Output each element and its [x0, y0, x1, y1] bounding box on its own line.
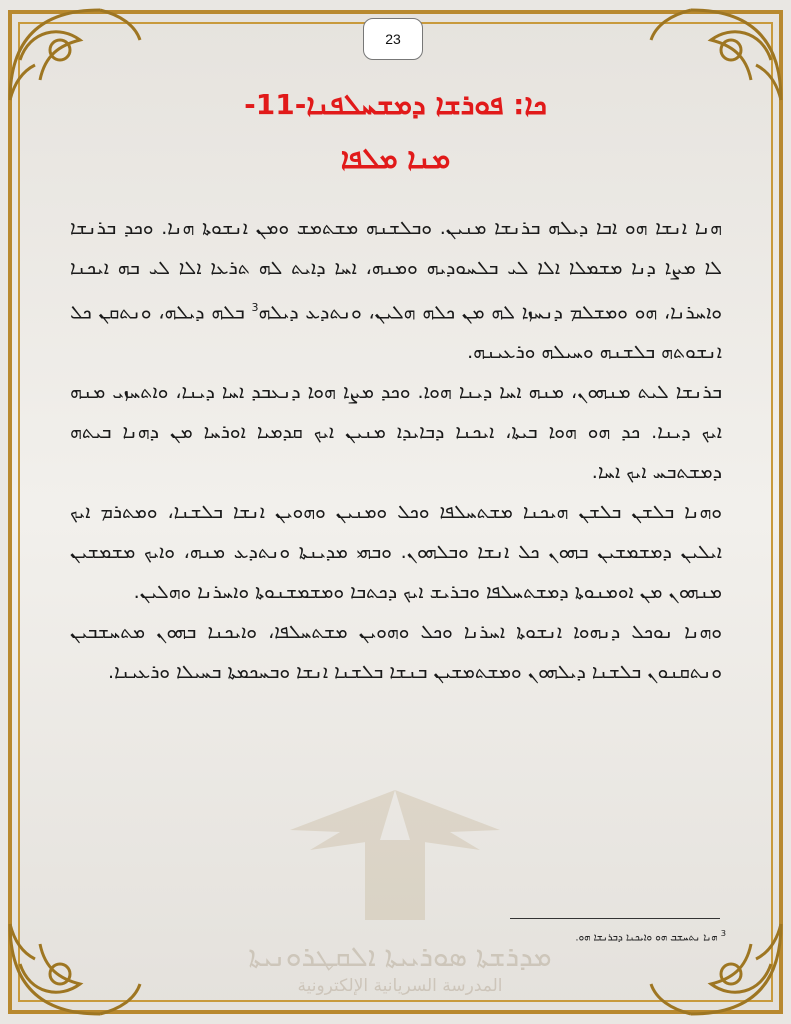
footnote-reference[interactable]: 3 [251, 301, 259, 314]
chapter-title: ܟܐ: ܦܘܪܫܐ ܕܡܫܚܠܦܢܐ-11- [244, 88, 547, 121]
paragraph: ܒܪܢܫܐ ܠܝܬ ܡܢܗܘܢ، ܡܢܗ ܐܚܐ ܕܝܢܐ ܗܘܐ. ܘܟܕ ܡܨܐ ܗܘܐ ܕܢܥܒܕ ܐܚܐ ܕܝܢܐ، ܘܐܬܚܙܝ ܡܢܗ ܐܝܟ ܕܝܢܐ. ܟܕ ܗܘ ܗܘܐ ܒܝܬܐ، ܐܝܟܢܐ ܕܒܐܝܕܐ ܡܢܝܢ ܐܝܟ ܩܕܡܝܐ ܐܘܪܚܐ ܡܢ ܕܗܢܐ ܒܝܬܗ ܕܡܫܬܒܚ ܐܝܟ ܐܚܐ. [70, 381, 722, 484]
footnote-text: ܗܢܐ ܢܬܚܫܒ ܗܘ ܘܐܝܟܢܐ ܕܒܪܢܫܐ ܗܘ. [575, 932, 718, 944]
chapter-subtitle: ܡܢܐ ܡܠܦܐ [340, 142, 451, 175]
ornament-corner-icon [0, 914, 150, 1024]
watermark-emblem-icon [270, 770, 520, 930]
page-number: 23 [363, 18, 423, 60]
footnote-divider [510, 918, 720, 919]
document-body [70, 208, 722, 692]
paragraph: ܘܗܢܐ ܢܘܟܠ ܕܢܗܘܐ ܐܢܫܘܬܐ ܐܚܪܢܐ ܘܟܠ ܘܗܘܝܢ ܡܫܬܚܠܦܐ، ܘܐܝܟܢܐ ܒܗܘܢ ܡܬܚܫܒܝܢ ܘܢܬܩܢܘܢ ܒܠܫܢܐ ܕܝܠܗܘܢ ܘܡܫܬܡܫܝܢ ܒܢܫܐ ܒܠܫܢܐ ܐܢܫܐ ܘܒܚܟܡܬܐ ܒܚܝܠܐ ܘܪܥܝܢܐ. [70, 621, 722, 684]
watermark-syriac: ܡܕܪܫܬܐ ܣܘܪܝܝܬܐ ܐܠܩܛܪܘܢܝܬܐ [248, 940, 552, 973]
watermark-arabic: المدرسة السريانية الإلكترونية [297, 976, 503, 996]
watermark [200, 940, 600, 996]
paragraph: ܗܢܐ ܐܢܫܐ ܗܘ ܐܒܐ ܕܝܠܗ ܒܪܢܫܐ ܡܢܝܢ. ܘܒܠܫܢܗ ܡܫܬܡܫ ܘܡܢ ܐܢܫܘܬܐ ܗܢܐ. ܘܟܕ ܒܪܢܫܐ ܠܐ ܡܨܐ ܕܢܐ ܡܫܡܠܐ ܐܠܐ ܠܝ ܒܠܚܘܕܝܗ ܘܡܢܗ، ܐܚܐ ܕܐܝܬ ܠܗ ܬܪܥܐ ܐܠܐ ܠܝ ܒܗ ܐܝܟܢܐ ܘܐܚܪܢܐ، ܗܘ ܘܡܫܠܡ ܕܢܚܙܐ ܠܗ ܡܢ ܟܠܗ ܗܠܝܢ، ܘܢܬܕܥ ܕܝܠܗ$^3$ ܒܠܗ ܕܝܠܗ، ܘܢܬܩܢ ܟܠ ܐܢܫܘܬܗ ܒܠܫܢܗ ܘܚܝܠܗ ܘܪܥܝܢܗ. [70, 217, 723, 364]
footnote-mark: 3 [720, 928, 726, 938]
paragraph: ܘܗܢܐ ܒܠܫܢ ܒܠܫܢ ܗܝܟܢܐ ܡܫܬܚܠܦܐ ܘܟܠ ܘܡܢܝܢ ܘܗܘܝܢ ܐܢܫܐ ܒܠܫܢܐ، ܘܡܬܪܡ ܐܝܟ ܐܝܠܝܢ ܕܡܫܡܫܝܢ ܒܗܘܢ ܟܠ ܐܢܫܐ ܘܒܠܗܘܢ. ܘܒܗܝ ܡܕܝܢܬܐ ܘܢܬܕܥ ܡܢܗ، ܘܐܝܟ ܡܫܡܫܝܢ ܡܢܗܘܢ ܡܢ ܐܘܡܢܘܬܐ ܕܡܫܬܚܠܦܐ ܘܒܪܝܫ ܐܝܟ ܕܟܬܒܐ ܘܡܫܡܫܢܘܬܐ ܘܐܚܪܢܐ ܘܗܠܝܢ. [70, 501, 722, 604]
